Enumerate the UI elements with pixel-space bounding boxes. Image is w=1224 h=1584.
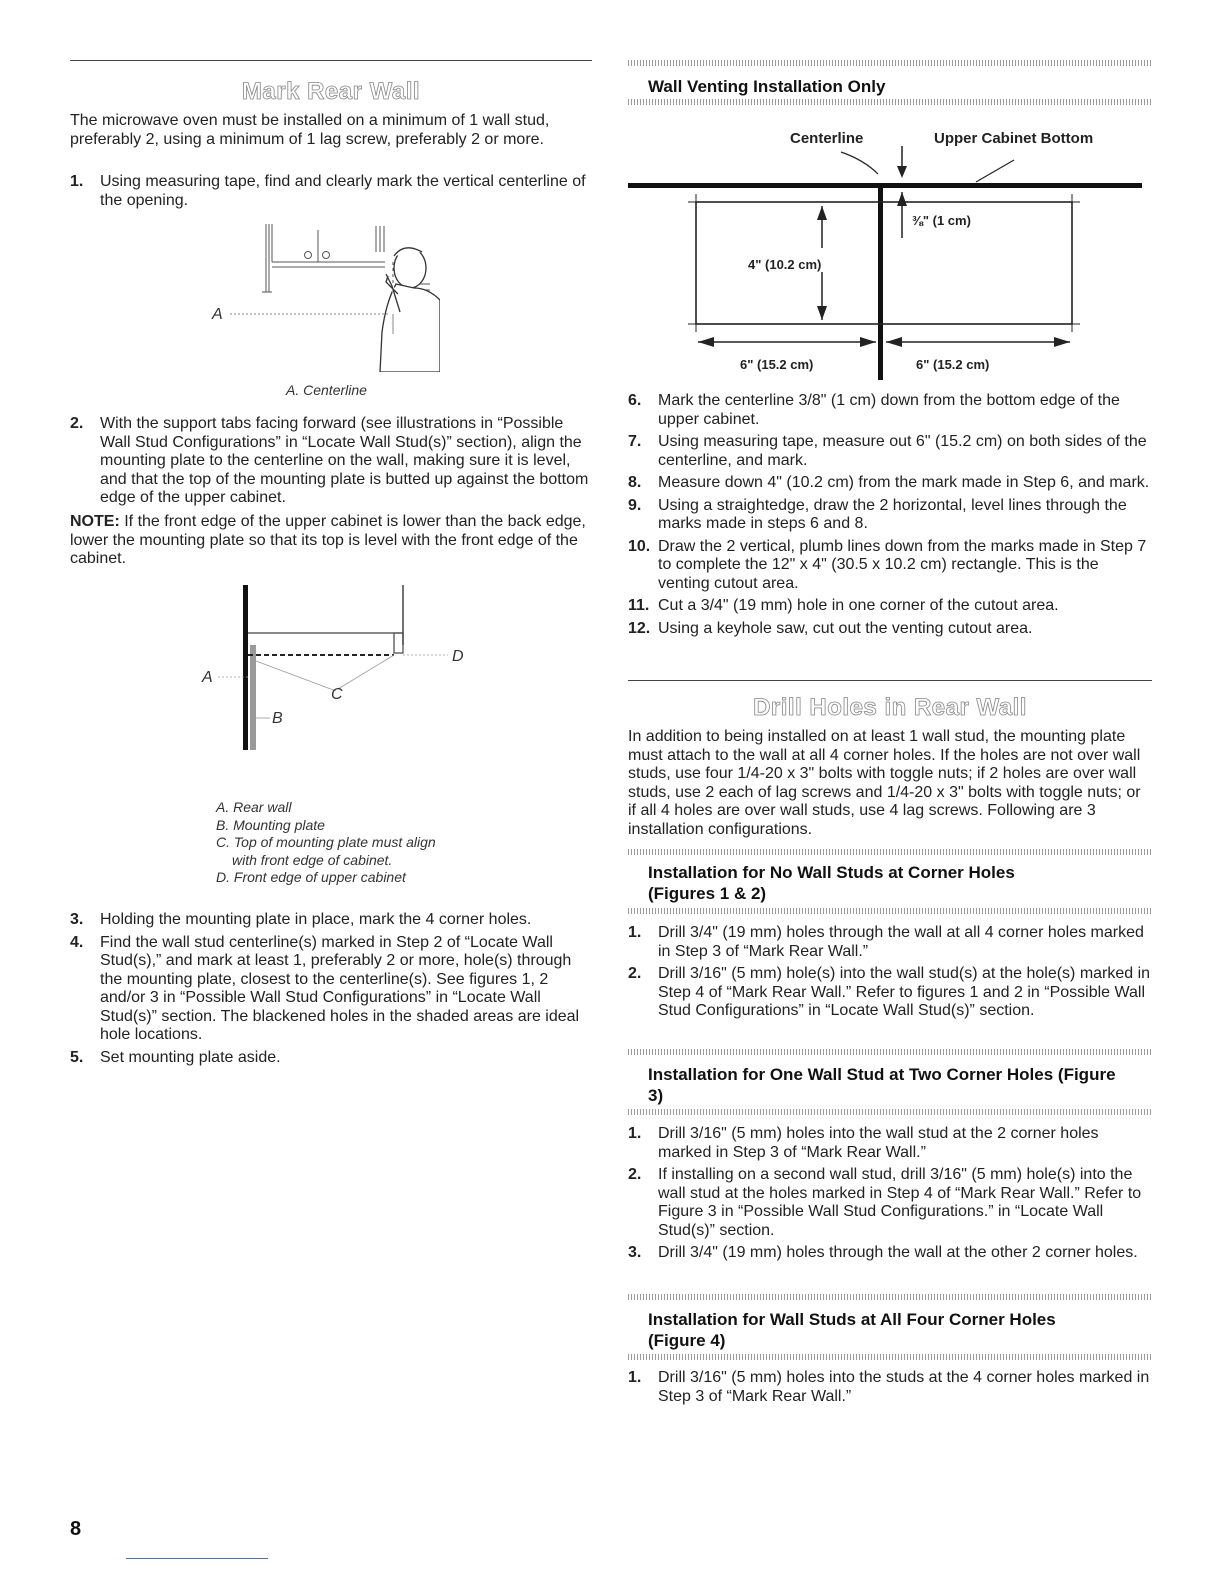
upper-cabinet-label: Upper Cabinet Bottom — [934, 130, 1094, 147]
venting-cutout-diagram — [628, 120, 1152, 380]
steps-list-no-studs — [628, 924, 1152, 1025]
subsection-title-wall-venting: Wall Venting Installation Only — [648, 77, 886, 96]
caption-item: B. Mounting plate — [216, 816, 325, 833]
step-number: 8. — [628, 474, 642, 491]
caption-item: C. Top of mounting plate must align — [216, 834, 436, 850]
step-text: With the support tabs facing forward (see illustrations in “Possible Wall Stud Configurations” in “Locate Wall Stud(s)” section), align the mounting plate to the centerline on the wall, making sure it is level, and that the top of the mounting plate is butted up against the bottom edge of the upper cabinet. — [100, 415, 589, 506]
step-3 — [70, 911, 592, 930]
step-4 — [70, 934, 592, 1045]
step-number: 9. — [628, 496, 642, 514]
dimension-three-eighths: ⅜" (1 cm) — [912, 213, 971, 228]
step-text: Draw the 2 vertical, plumb lines down from the marks made in Step 7 to complete the 12" x 4" (30.5 x 10.2 cm) rectangle. This is the venting cutout area. — [658, 537, 1147, 592]
step-11 — [628, 597, 1152, 616]
step-12 — [628, 620, 1152, 639]
note-paragraph — [70, 513, 592, 569]
step-8 — [628, 474, 1152, 493]
section-title-mark-rear-wall: Mark Rear Wall — [241, 78, 421, 105]
figure-caption-centerline: A. Centerline — [286, 382, 367, 398]
step-number: 11. — [628, 597, 650, 614]
step-number: 2. — [70, 415, 84, 432]
step-number: 5. — [70, 1048, 84, 1066]
note-label: NOTE: — [70, 513, 120, 530]
hatch-divider — [628, 1354, 1152, 1360]
dimension-6in-right: 6" (15.2 cm) — [916, 357, 990, 372]
dimension-4in: 4" (10.2 cm) — [748, 257, 822, 272]
hatch-divider — [628, 1049, 1152, 1055]
steps-list-1 — [70, 173, 592, 214]
step-number: 1. — [628, 1125, 642, 1142]
steps-list-venting — [628, 392, 1152, 642]
step-text: Using a keyhole saw, cut out the venting cutout area. — [658, 619, 1033, 637]
step-1 — [628, 924, 1152, 961]
drill-intro-paragraph: In addition to being installed on at least 1 wall stud, the mounting plate must attach to the wall at all 4 corner holes. If the holes are not over wall studs, use four 1/4-20 x 3" bolts with toggle nuts; if 2 holes are over wall studs, use 2 each of lag screws and 1/4-20 x 3" bolts with toggle nuts; or if all 4 holes are over wall studs, use 4 lag screws. Following are 3 installation configurations. — [628, 728, 1141, 838]
step-9 — [628, 497, 1152, 534]
mounting-plate-illustration — [188, 585, 488, 785]
step-3 — [628, 1244, 1152, 1263]
step-text: Drill 3/16" (5 mm) holes into the wall stud at the 2 corner holes marked in Step 3 of “Mark Rear Wall.” — [658, 1125, 1099, 1161]
figure-label-b: B — [272, 710, 283, 727]
step-text: Using measuring tape, find and clearly mark the vertical centerline of the opening. — [100, 173, 586, 209]
step-text: Measure down 4" (10.2 cm) from the mark made in Step 6, and mark. — [658, 474, 1150, 491]
step-10 — [628, 538, 1152, 594]
figure-label-a: A — [212, 306, 223, 323]
steps-list-2 — [70, 415, 592, 512]
step-1 — [628, 1369, 1152, 1406]
hatch-divider — [628, 99, 1152, 105]
section-title-drill-holes: Drill Holes in Rear Wall — [753, 694, 1027, 721]
steps-list-all-studs — [628, 1369, 1152, 1410]
step-text: Cut a 3/4" (19 mm) hole in one corner of the cutout area. — [658, 597, 1059, 614]
step-text: If installing on a second wall stud, drill 3/16" (5 mm) hole(s) into the wall stud at the holes marked in Step 4 of “Mark Rear Wall.” Refer to Figure 3 in “Possible Wall Stud Configurations.” in “Locate Wall Stud(s)” section. — [658, 1166, 1142, 1239]
step-number: 2. — [628, 1166, 642, 1183]
step-6 — [628, 392, 1152, 429]
dimension-6in-left: 6" (15.2 cm) — [740, 357, 814, 372]
intro-paragraph: The microwave oven must be installed on a minimum of 1 wall stud, preferably 2, using a minimum of 1 lag screw, preferably 2 or more. — [70, 112, 550, 148]
step-text: Drill 3/4" (19 mm) holes through the wall at the other 2 corner holes. — [658, 1244, 1138, 1261]
figure-label-a: A — [202, 669, 213, 686]
step-text: Mark the centerline 3/8" (1 cm) down from the bottom edge of the upper cabinet. — [658, 392, 1120, 428]
hatch-divider — [628, 908, 1152, 914]
caption-item: D. Front edge of upper cabinet — [216, 869, 406, 885]
step-7 — [628, 433, 1152, 470]
step-text: Using a straightedge, draw the 2 horizontal, level lines through the marks made in steps 6 and 8. — [658, 496, 1127, 532]
step-5 — [70, 1049, 592, 1068]
step-number: 12. — [628, 619, 651, 637]
step-number: 3. — [70, 911, 84, 928]
step-2 — [628, 1166, 1152, 1240]
section-rule — [628, 680, 1152, 681]
step-number: 10. — [628, 537, 651, 555]
step-number: 4. — [70, 933, 84, 951]
step-1 — [70, 173, 592, 210]
figure-label-d: D — [452, 648, 464, 665]
step-text: Drill 3/16" (5 mm) holes into the studs at the 4 corner holes marked in Step 3 of “Mark Rear Wall.” — [658, 1369, 1150, 1405]
footer-rule — [126, 1558, 268, 1559]
steps-list-3 — [70, 911, 592, 1071]
step-1 — [628, 1125, 1152, 1162]
centerline-label: Centerline — [790, 130, 864, 147]
step-text: Holding the mounting plate in place, mark the 4 corner holes. — [100, 911, 532, 928]
step-2 — [628, 965, 1152, 1021]
subsection-title-one-stud: Installation for One Wall Stud at Two Corner Holes (Figure 3) — [648, 1065, 1116, 1105]
hatch-divider — [628, 1294, 1152, 1300]
step-text: Using measuring tape, measure out 6" (15.2 cm) on both sides of the centerline, and mark. — [658, 433, 1147, 469]
figure-label-c: C — [331, 686, 343, 703]
step-2 — [70, 415, 592, 508]
steps-list-one-stud — [628, 1125, 1152, 1267]
step-text: Drill 3/16" (5 mm) hole(s) into the wall stud(s) at the hole(s) marked in Step 4 of “Mark Rear Wall.” Refer to figures 1 and 2 in “Possible Wall Stud Configurations” in “Locate Wall Stud(s)” section. — [658, 965, 1151, 1019]
subsection-title-no-studs: Installation for No Wall Studs at Corner Holes (Figures 1 & 2) — [648, 863, 1015, 903]
step-number: 1. — [628, 1369, 642, 1386]
step-number: 3. — [628, 1244, 642, 1261]
step-number: 2. — [628, 965, 642, 982]
step-number: 7. — [628, 433, 642, 450]
note-text: If the front edge of the upper cabinet is lower than the back edge, lower the mounting plate so that its top is level with the front edge of the cabinet. — [70, 513, 586, 567]
step-number: 1. — [70, 173, 84, 190]
hatch-divider — [628, 60, 1152, 66]
step-text: Drill 3/4" (19 mm) holes through the wall at all 4 corner holes marked in Step 3 of “Mark Rear Wall.” — [658, 924, 1144, 960]
subsection-title-all-studs: Installation for Wall Studs at All Four Corner Holes (Figure 4) — [648, 1310, 1056, 1350]
step-text: Find the wall stud centerline(s) marked in Step 2 of “Locate Wall Stud(s),” and mark at least 1, preferably 2 or more, hole(s) through the mounting plate, closest to the centerline(s). See figures 1, 2 and/or 3 in “Possible Wall Stud Configurations” in “Locate Wall Stud(s)” section. The blackened holes in the shaded areas are ideal hole locations. — [100, 933, 580, 1043]
step-text: Set mounting plate aside. — [100, 1048, 281, 1066]
step-number: 6. — [628, 392, 642, 409]
step-number: 1. — [628, 924, 642, 941]
page-number: 8 — [70, 1518, 82, 1540]
figure-captions-list — [216, 799, 436, 887]
caption-item: with front edge of cabinet. — [232, 851, 393, 868]
hatch-divider — [628, 849, 1152, 855]
top-rule — [70, 60, 592, 61]
centerline-illustration — [200, 222, 440, 372]
hatch-divider — [628, 1109, 1152, 1115]
caption-item: A. Rear wall — [216, 799, 292, 815]
